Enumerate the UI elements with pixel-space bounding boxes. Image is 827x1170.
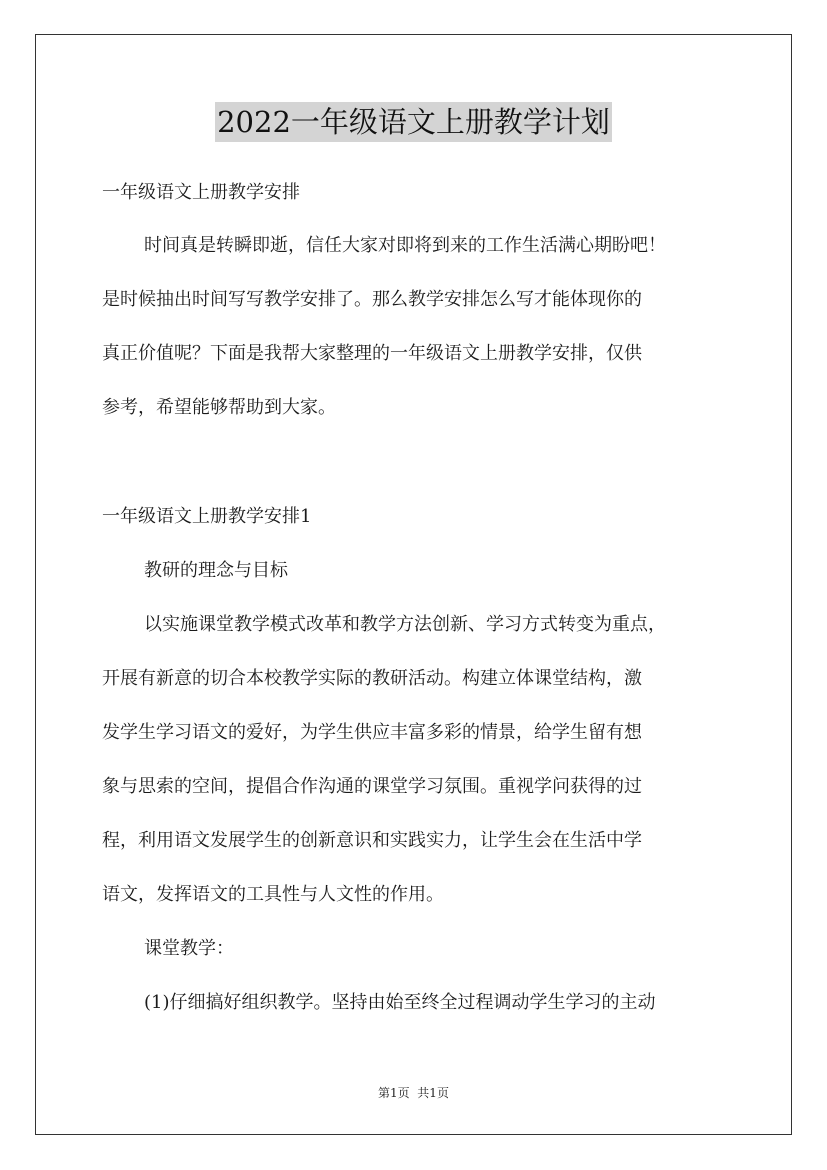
subheading: 教研的理念与目标 (144, 560, 288, 581)
document-title: 2022一年级语文上册教学计划 (215, 102, 612, 142)
paragraph-line: 以实施课堂教学模式改革和教学方法创新、学习方式转变为重点， (144, 614, 666, 635)
paragraph-line: 程，利用语文发展学生的创新意识和实践实力，让学生会在生活中学 (102, 830, 642, 851)
paragraph-line: 发学生学习语文的爱好，为学生供应丰富多彩的情景，给学生留有想 (102, 722, 642, 743)
paragraph-line: 语文，发挥语文的工具性与人文性的作用。 (102, 884, 444, 905)
section-heading: 一年级语文上册教学安排1 (102, 506, 312, 527)
paragraph-line: 真正价值呢？下面是我帮大家整理的一年级语文上册教学安排，仅供 (102, 343, 642, 364)
paragraph-line: (1)仔细搞好组织教学。坚持由始至终全过程调动学生学习的主动 (144, 992, 656, 1013)
title-container (0, 102, 827, 142)
paragraph-line: 开展有新意的切合本校教学实际的教研活动。构建立体课堂结构，激 (102, 668, 642, 689)
page-footer (0, 1085, 827, 1101)
paragraph-line: 是时候抽出时间写写教学安排了。那么教学安排怎么写才能体现你的 (102, 289, 642, 310)
paragraph-line: 象与思索的空间，提倡合作沟通的课堂学习氛围。重视学问获得的过 (102, 776, 642, 797)
page-number: 第1页 共1页 (378, 1086, 449, 1100)
paragraph-line: 参考，希望能够帮助到大家。 (102, 397, 336, 418)
section-heading: 一年级语文上册教学安排 (102, 182, 300, 203)
subheading: 课堂教学： (144, 938, 234, 959)
paragraph-line: 时间真是转瞬即逝，信任大家对即将到来的工作生活满心期盼吧！ (144, 235, 666, 256)
